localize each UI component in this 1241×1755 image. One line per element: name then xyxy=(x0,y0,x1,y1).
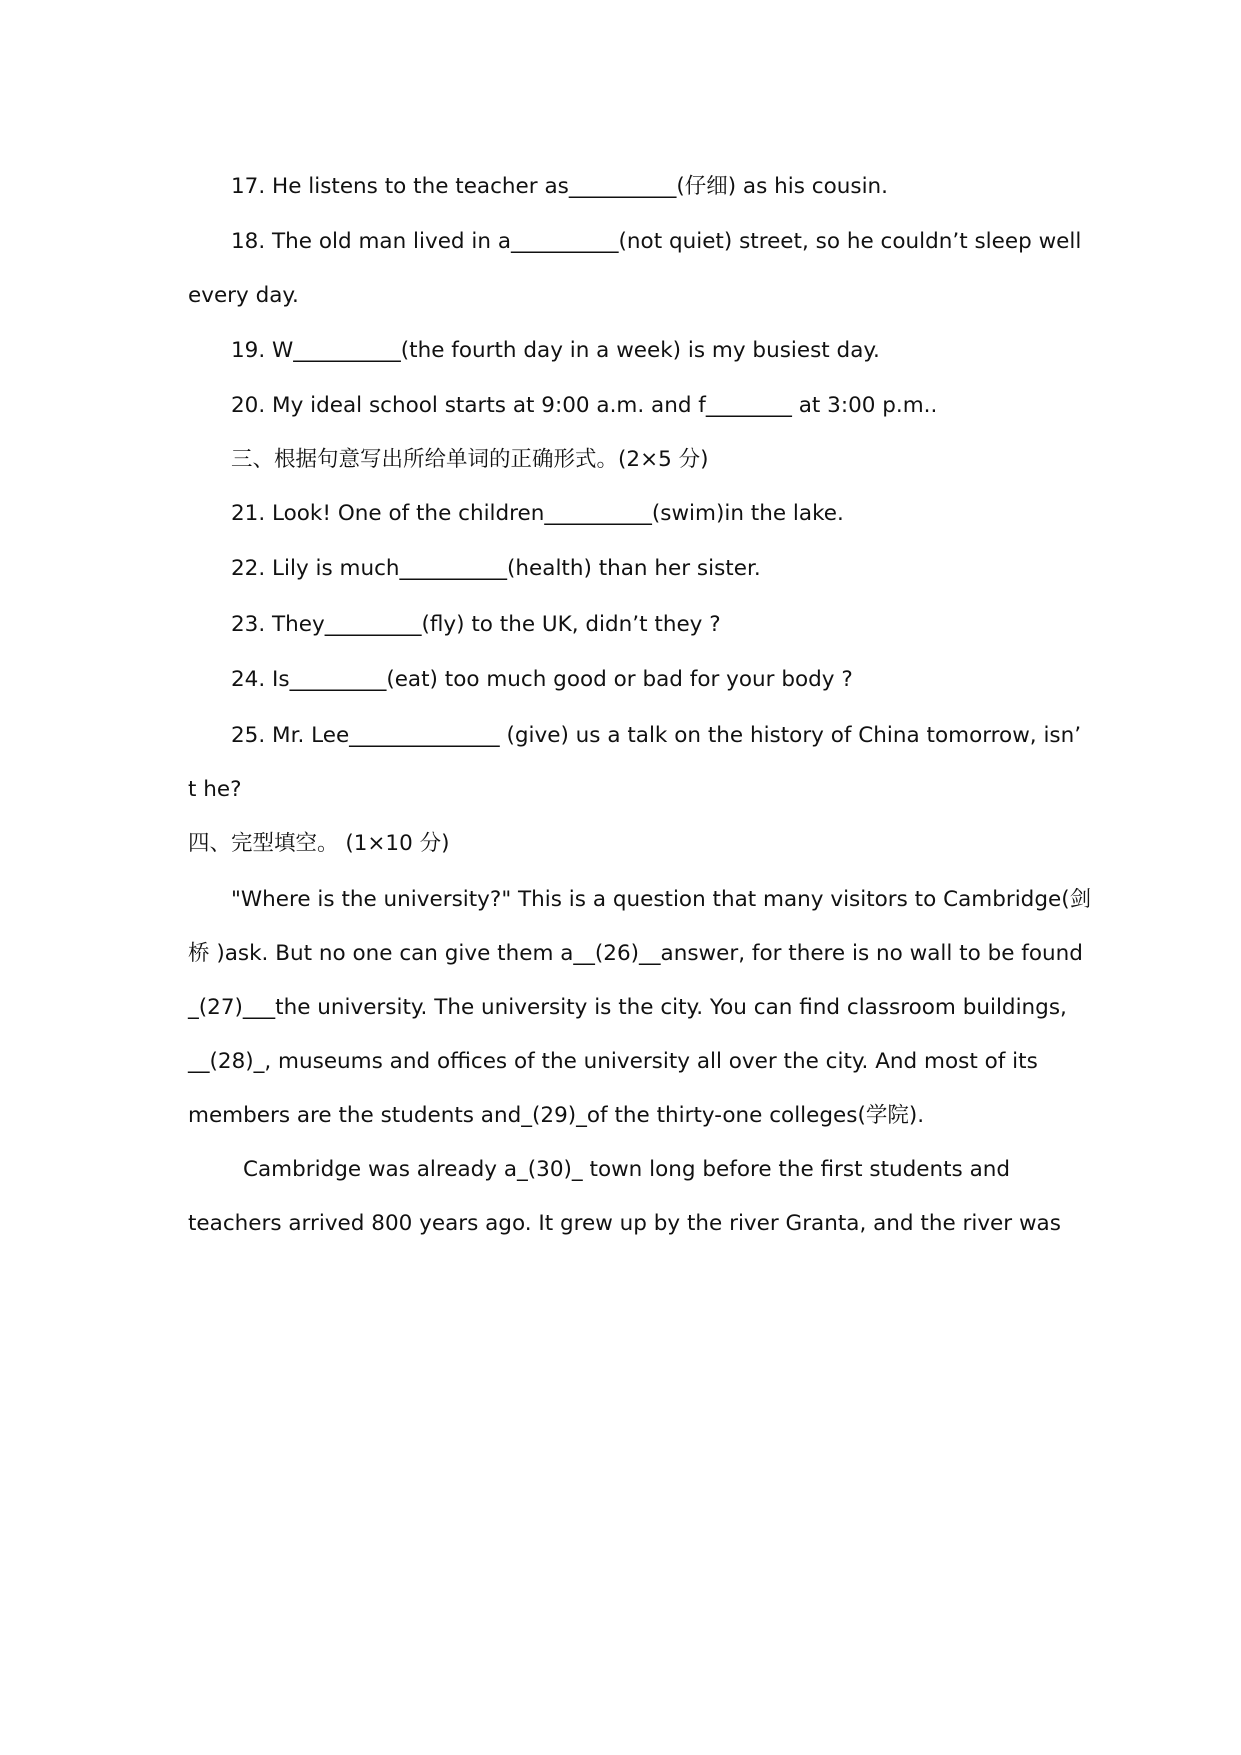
question-17: 17. He listens to the teacher as__________(仔细) as his cousin. xyxy=(231,174,889,199)
passage-paragraph-2-line-1: Cambridge was already a_(30)_ town long before the first students and xyxy=(243,1157,1011,1182)
question-23: 23. They_________(fly) to the UK, didn’t they ? xyxy=(231,612,721,637)
question-25-line-2: t he? xyxy=(188,777,242,802)
question-18-line-2: every day. xyxy=(188,283,299,308)
question-19: 19. W__________(the fourth day in a week) is my busiest day. xyxy=(231,338,880,363)
question-25-line-1: 25. Mr. Lee______________ (give) us a talk on the history of China tomorrow, isn’ xyxy=(231,723,1082,748)
question-24: 24. Is_________(eat) too much good or bad for your body ? xyxy=(231,667,853,692)
passage-paragraph-1-line-4: __(28)_, museums and offices of the university all over the city. And most of its xyxy=(188,1049,1038,1074)
question-20: 20. My ideal school starts at 9:00 a.m. and f________ at 3:00 p.m.. xyxy=(231,393,938,418)
question-18-line-1: 18. The old man lived in a__________(not quiet) street, so he couldn’t sleep well xyxy=(231,229,1082,254)
section-4-heading: 四、完型填空。 (1×10 分) xyxy=(188,831,450,856)
question-21: 21. Look! One of the children__________(swim)in the lake. xyxy=(231,501,844,526)
passage-paragraph-1-line-2: 桥 )ask. But no one can give them a__(26)__answer, for there is no wall to be found xyxy=(188,941,1083,966)
passage-paragraph-1-line-3: _(27)___the university. The university is the city. You can find classroom buildings, xyxy=(188,995,1067,1020)
passage-paragraph-2-line-2: teachers arrived 800 years ago. It grew up by the river Granta, and the river was xyxy=(188,1211,1061,1236)
passage-paragraph-1-line-5: members are the students and_(29)_of the thirty-one colleges(学院). xyxy=(188,1103,925,1128)
passage-paragraph-1-line-1: "Where is the university?" This is a question that many visitors to Cambridge(剑 xyxy=(231,887,1092,912)
section-3-heading: 三、根据句意写出所给单词的正确形式。(2×5 分) xyxy=(231,447,709,472)
question-22: 22. Lily is much__________(health) than her sister. xyxy=(231,556,761,581)
